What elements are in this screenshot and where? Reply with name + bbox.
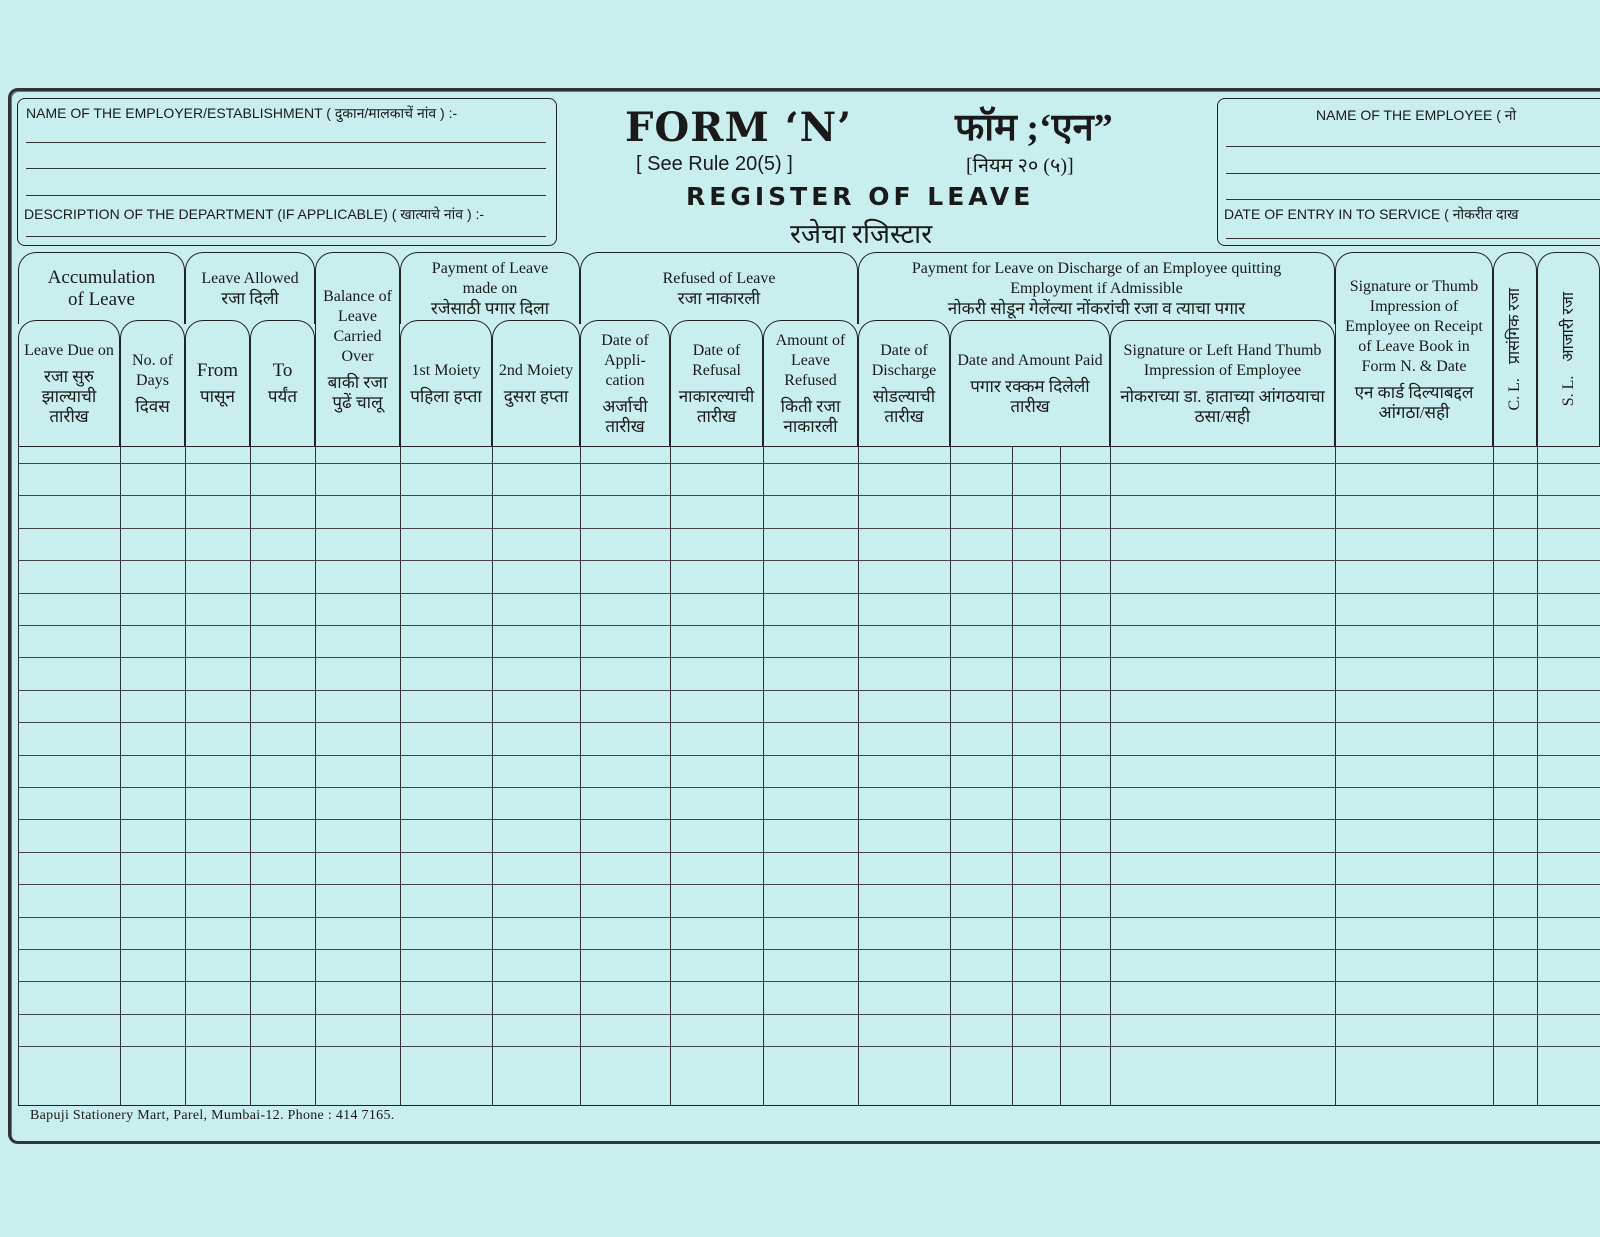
- column-title-en: From: [196, 359, 239, 381]
- column-header: [18, 320, 120, 446]
- column-header: [763, 320, 858, 446]
- column-title-hi: एन कार्ड दिल्याबद्दल आंगठा/सही: [1354, 382, 1474, 422]
- department-label: DESCRIPTION OF THE DEPARTMENT (IF APPLICABLE) ( खात्याचे नांव ) :-: [24, 206, 485, 222]
- table-row-line: [18, 852, 1600, 853]
- column-divider: [950, 446, 951, 1106]
- column-title-en: Date of Discharge: [871, 341, 937, 379]
- table-row-line: [18, 625, 1600, 626]
- column-header: [1537, 252, 1600, 446]
- column-divider: [185, 446, 186, 1106]
- column-title-en: Signature or Thumb Impression of Employee on Receipt of Leave Book in Form N. & Date: [1345, 277, 1483, 375]
- column-header: [400, 320, 492, 446]
- column-title-en: Amount of Leave Refused: [775, 331, 846, 389]
- table-row-line: [18, 495, 1600, 496]
- column-title-en: Balance of Leave Carried Over: [323, 287, 392, 365]
- column-divider: [1537, 446, 1538, 1106]
- column-divider: [1012, 446, 1013, 1106]
- column-title-en: S. L.: [1559, 375, 1577, 407]
- employee-name-field[interactable]: [1226, 146, 1600, 147]
- table-row-line: [18, 560, 1600, 561]
- entry-date-field[interactable]: [1226, 238, 1600, 239]
- column-title-hi: नाकारल्याची तारीख: [678, 386, 755, 426]
- column-title-hi: पगार रक्कम दिलेली तारीख: [970, 376, 1090, 416]
- column-title-hi: आजारी रजा: [1559, 292, 1577, 362]
- column-title-hi: अर्जाची तारीख: [602, 396, 648, 436]
- column-title-en: Date of Appli- cation: [601, 331, 649, 389]
- column-divider: [580, 446, 581, 1106]
- table-row-line: [18, 981, 1600, 982]
- column-group-header: [580, 252, 858, 324]
- column-title-en: 1st Moiety: [411, 361, 481, 379]
- column-group-header: [185, 252, 315, 324]
- register-title-hindi: रजेचा रजिस्टार: [790, 219, 933, 249]
- employer-name-field-2[interactable]: [26, 168, 546, 169]
- column-header: [670, 320, 763, 446]
- column-header: [950, 320, 1110, 446]
- column-title-hi: पासून: [200, 386, 235, 406]
- table-row-line: [18, 787, 1600, 788]
- column-divider: [763, 446, 764, 1106]
- table-row-line: [18, 917, 1600, 918]
- column-title-hi: रजा सुरु झाल्याची तारीख: [41, 366, 97, 426]
- employer-name-field[interactable]: [26, 142, 546, 143]
- column-divider: [18, 446, 19, 1106]
- rule-reference: [ See Rule 20(5) ]: [636, 153, 793, 175]
- column-title-en: Leave Due on: [24, 341, 114, 359]
- column-header: [250, 320, 315, 446]
- column-header: [492, 320, 580, 446]
- column-title-en: To: [272, 359, 293, 381]
- column-title-hi: दुसरा हप्ता: [503, 386, 569, 406]
- column-header: [580, 320, 670, 446]
- table-row-line: [18, 949, 1600, 950]
- group-title-hi: रजा नाकारली: [677, 288, 761, 308]
- entry-date-label: DATE OF ENTRY IN TO SERVICE ( नोकरीत दाख: [1224, 206, 1519, 222]
- column-divider: [858, 446, 859, 1106]
- group-title-hi: रजेसाठी पगार दिला: [430, 298, 550, 318]
- column-title-hi: बाकी रजा पुढें चालू: [327, 372, 388, 412]
- column-header: [120, 320, 185, 446]
- column-divider: [1060, 446, 1061, 1106]
- column-group-header: [18, 252, 185, 324]
- column-label-vertical: [1559, 292, 1579, 406]
- column-header: [858, 320, 950, 446]
- column-divider: [250, 446, 251, 1106]
- table-row-line: [18, 528, 1600, 529]
- table-row-line: [18, 657, 1600, 658]
- column-group-header: [400, 252, 580, 324]
- table-row-line: [18, 884, 1600, 885]
- table-row-line: [18, 463, 1600, 464]
- column-title-en: 2nd Moiety: [498, 361, 574, 379]
- table-row-line: [18, 722, 1600, 723]
- table-row-line: [18, 819, 1600, 820]
- employee-name-label: NAME OF THE EMPLOYEE ( नो: [1316, 107, 1517, 123]
- group-title-en: Refused of Leave: [662, 269, 776, 287]
- column-divider: [492, 446, 493, 1106]
- employer-name-field-3[interactable]: [26, 195, 546, 196]
- table-row-line: [18, 593, 1600, 594]
- column-divider: [1110, 446, 1111, 1106]
- group-title-hi: रजा दिली: [221, 288, 279, 308]
- column-divider: [670, 446, 671, 1106]
- column-divider: [120, 446, 121, 1106]
- column-title-en: Date of Refusal: [692, 341, 741, 379]
- table-header-bottom: [18, 446, 1600, 447]
- column-divider: [400, 446, 401, 1106]
- column-title-en: Date and Amount Paid: [957, 351, 1103, 369]
- column-header: [1493, 252, 1537, 446]
- column-title-hi: पर्यंत: [267, 386, 298, 406]
- group-title-en: Payment for Leave on Discharge of an Employee quitting Employment if Admissible: [911, 259, 1282, 297]
- table-row-line: [18, 1014, 1600, 1015]
- table-bottom: [18, 1105, 1600, 1106]
- group-title-en: Accumulation of Leave: [47, 266, 156, 310]
- column-title-en: C. L.: [1506, 378, 1523, 411]
- form-title-hindi: फॉम ;‘एन”: [955, 107, 1113, 149]
- table-row-line: [18, 1046, 1600, 1047]
- table-row-line: [18, 690, 1600, 691]
- register-title: REGISTER OF LEAVE: [686, 182, 1035, 211]
- column-divider: [315, 446, 316, 1106]
- column-title-hi: नोकराच्या डा. हाताच्या आंगठयाचा ठसा/सही: [1120, 386, 1325, 426]
- column-title-hi: प्रासंगिक रजा: [1506, 288, 1523, 365]
- column-header: [1335, 252, 1493, 446]
- form-title: FORM ‘N’: [625, 104, 853, 151]
- department-field[interactable]: [26, 236, 546, 237]
- rule-reference-hindi: [नियम २० (५)]: [966, 155, 1074, 177]
- column-title-en: No. of Days: [132, 351, 173, 389]
- column-divider: [1335, 446, 1336, 1106]
- employer-name-label: NAME OF THE EMPLOYER/ESTABLISHMENT ( दुकान/मालकाचें नांव ) :-: [26, 105, 458, 121]
- column-header: [315, 252, 400, 446]
- group-title-en: Leave Allowed: [201, 269, 299, 287]
- column-title-en: Signature or Left Hand Thumb Impression of Employee: [1123, 341, 1322, 379]
- column-title-hi: पहिला हप्ता: [410, 386, 482, 406]
- table-row-line: [18, 755, 1600, 756]
- column-divider: [1493, 446, 1494, 1106]
- printer-footer: Bapuji Stationery Mart, Parel, Mumbai-12. Phone : 414 7165.: [30, 1108, 395, 1123]
- group-title-hi: नोकरी सोडून गेलेंल्या नोंकरांची रजा व त्याचा पगार: [947, 298, 1246, 318]
- column-group-header: [858, 252, 1335, 324]
- group-title-en: Payment of Leave made on: [431, 259, 549, 297]
- column-label-vertical: [1505, 288, 1525, 411]
- column-title-hi: किती रजा नाकारली: [780, 396, 841, 436]
- column-header: [1110, 320, 1335, 446]
- column-title-hi: सोडल्याची तारीख: [872, 386, 936, 426]
- column-title-hi: दिवस: [135, 396, 170, 416]
- column-header: [185, 320, 250, 446]
- employee-name-field-2[interactable]: [1226, 173, 1600, 174]
- employee-name-field-3[interactable]: [1226, 199, 1600, 200]
